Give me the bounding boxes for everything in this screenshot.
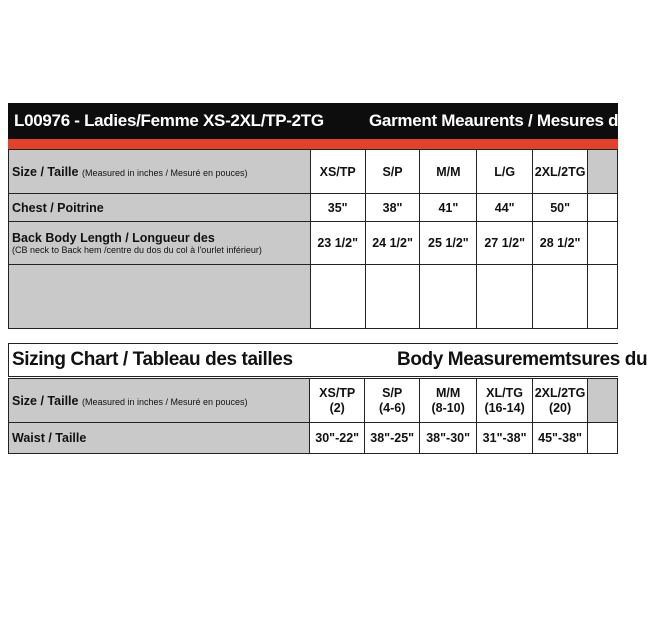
- sizing-chart-subtitle: Body Measurememtsures du: [397, 349, 647, 370]
- value-cell: 45"-38": [533, 423, 588, 454]
- empty-cell: [588, 265, 618, 329]
- row-label: Back Body Length / Longueur des: [12, 231, 215, 245]
- size-header: [533, 379, 588, 423]
- garment-measurements-table: [8, 149, 618, 329]
- size-range: (4-6): [378, 400, 406, 415]
- empty-cell: [588, 423, 618, 454]
- value-cell: 25 1/2": [420, 222, 477, 265]
- size-range: (8-10): [431, 400, 465, 415]
- sizing-chart-table: [8, 378, 618, 454]
- size-name: XL/TG: [486, 385, 523, 400]
- value-cell: 24 1/2": [365, 222, 420, 265]
- sizing-chart-title: Sizing Chart / Tableau des tailles: [12, 349, 293, 370]
- value-cell: 27 1/2": [477, 222, 533, 265]
- value-cell: 38"-30": [420, 423, 477, 454]
- empty-cell: [310, 265, 365, 329]
- sizing-chart-header: [8, 343, 647, 377]
- value-cell: 50": [533, 194, 588, 222]
- empty-cell: [588, 150, 618, 194]
- size-header: [365, 379, 420, 423]
- size-label: Size / Taille: [12, 393, 79, 408]
- size-name: XS/TP: [319, 385, 356, 400]
- row-label: Chest / Poitrine: [9, 194, 311, 222]
- value-cell: 44": [477, 194, 533, 222]
- value-cell: 38": [365, 194, 420, 222]
- size-header: [477, 379, 533, 423]
- size-note: (Measured in inches / Mesuré en pouces): [81, 396, 248, 407]
- value-cell: 30"-22": [310, 423, 365, 454]
- size-range: (2): [329, 400, 345, 415]
- row-note: (CB neck to Back hem /centre du dos du col à l'ourlet inférieur): [12, 245, 262, 255]
- size-range: (20): [548, 400, 572, 415]
- row-label: Waist / Taille: [9, 423, 310, 454]
- size-name: 2XL/2TG: [534, 385, 586, 400]
- table-row: [9, 194, 618, 222]
- size-header: [420, 379, 477, 423]
- value-cell: 28 1/2": [533, 222, 588, 265]
- red-accent-bar: [8, 139, 618, 149]
- size-label-cell: [9, 150, 311, 194]
- empty-cell: [365, 265, 420, 329]
- size-range: (16-14): [484, 400, 525, 415]
- value-cell: 31"-38": [477, 423, 533, 454]
- row-label-cell: [9, 222, 311, 265]
- empty-cell: [477, 265, 533, 329]
- empty-cell: [9, 265, 311, 329]
- size-header: XS/TP: [310, 150, 365, 194]
- garment-table-header: [8, 103, 644, 139]
- value-cell: 23 1/2": [310, 222, 365, 265]
- empty-cell: [588, 222, 618, 265]
- table-row: [9, 423, 618, 454]
- table-row: [9, 222, 618, 265]
- table-row: [9, 150, 618, 194]
- empty-cell: [533, 265, 588, 329]
- size-header: L/G: [477, 150, 533, 194]
- size-header: 2XL/2TG: [533, 150, 588, 194]
- size-name: M/M: [435, 385, 461, 400]
- garment-table-title: L00976 - Ladies/Femme XS-2XL/TP-2TG: [14, 111, 324, 130]
- table-row: [9, 379, 618, 423]
- value-cell: 38"-25": [365, 423, 420, 454]
- size-label: Size / Taille: [12, 164, 79, 179]
- size-name: S/P: [382, 385, 403, 400]
- size-header: S/P: [365, 150, 420, 194]
- size-label-cell: [9, 379, 310, 423]
- empty-cell: [588, 194, 618, 222]
- empty-cell: [588, 379, 618, 423]
- size-header: M/M: [420, 150, 477, 194]
- table-row: [9, 265, 618, 329]
- size-note: (Measured in inches / Mesuré en pouces): [81, 167, 248, 178]
- value-cell: 41": [420, 194, 477, 222]
- empty-cell: [420, 265, 477, 329]
- value-cell: 35": [310, 194, 365, 222]
- size-header: [310, 379, 365, 423]
- garment-table-subtitle: Garment Meaurents / Mesures du V: [369, 111, 644, 130]
